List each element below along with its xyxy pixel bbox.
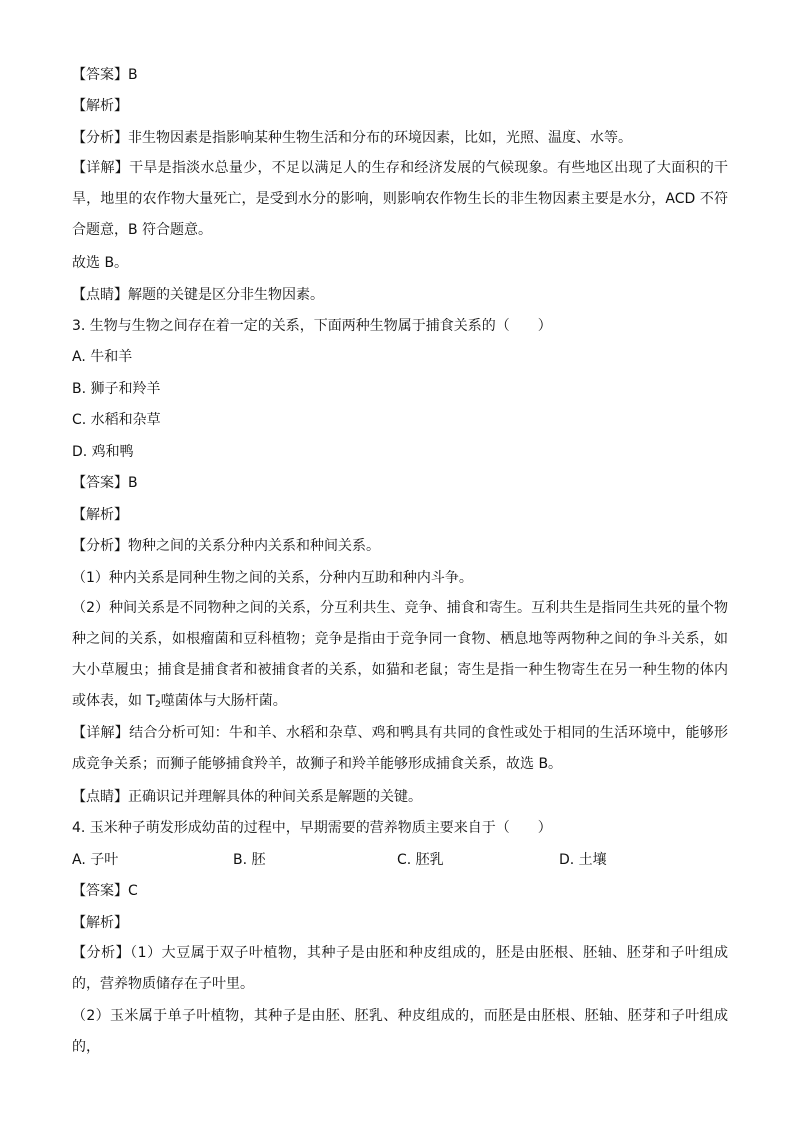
q4-option-a: A. 子叶 <box>72 852 119 868</box>
q3-analysis-fenxi: 【分析】物种之间的关系分种内关系和种间关系。 <box>72 538 380 554</box>
q3-point-2-text: （2）种间关系是不同物种之间的关系，分互利共生、竞争、捕食和寄生。互利共生是指同生共死的量个物种之间的关系，如根瘤菌和豆科植物；竞争是指由于竞争同一食物、栖息地等两物种之间的争斗关系，如大小草履虫；捕食是捕食者和被捕食者的关系，如猫和老鼠；寄生是指一种生物寄生在另一种生物的体内或体表，如 T <box>72 600 728 709</box>
q4-option-b: B. 胚 <box>233 852 266 868</box>
q3-point-2-subscript: 2 <box>155 700 161 710</box>
q2-conclusion: 故选 B。 <box>72 255 129 271</box>
q3-option-d: D. 鸡和鸭 <box>72 444 134 460</box>
q3-detailed-explanation: 【详解】结合分析可知：牛和羊、水稻和杂草、鸡和鸭具有共同的食性或处于相同的生活环境中，能够形成竞争关系；而狮子能够捕食羚羊，故狮子和羚羊能够形成捕食关系，故选 B。 <box>72 725 728 772</box>
q4-stem: 4. 玉米种子萌发形成幼苗的过程中，早期需要的营养物质主要来自于（ ） <box>72 820 552 836</box>
q3-point-2 <box>72 593 728 721</box>
q2-answer: 【答案】B <box>72 67 138 83</box>
q2-analysis-fenxi: 【分析】非生物因素是指影响某种生物生活和分布的环境因素，比如，光照、温度、水等。 <box>72 130 632 146</box>
q4-analysis-fenxi-2: （2）玉米属于单子叶植物，其种子是由胚、胚乳、种皮组成的，而胚是由胚根、胚轴、胚芽和子叶组成的， <box>72 1008 728 1055</box>
q3-answer: 【答案】B <box>72 475 138 491</box>
q3-analysis-heading: 【解析】 <box>72 507 128 523</box>
q4-answer: 【答案】C <box>72 883 138 899</box>
q3-option-b: B. 狮子和羚羊 <box>72 381 161 397</box>
q4-option-d: D. 土壤 <box>559 852 607 868</box>
q3-stem: 3. 生物与生物之间存在着一定的关系，下面两种生物属于捕食关系的（ ） <box>72 318 552 334</box>
q4-analysis-fenxi-1: 【分析】（1）大豆属于双子叶植物，其种子是由胚和种皮组成的，胚是由胚根、胚轴、胚芽和子叶组成的，营养物质储存在子叶里。 <box>72 945 728 992</box>
q3-option-c: C. 水稻和杂草 <box>72 412 161 428</box>
q2-detailed-explanation: 【详解】干旱是指淡水总量少，不足以满足人的生存和经济发展的气候现象。有些地区出现了大面积的干旱，地里的农作物大量死亡，是受到水分的影响，则影响农作物生长的非生物因素主要是水分，ACD 不符合题意，B 符合题意。 <box>72 160 728 238</box>
q2-analysis-heading: 【解析】 <box>72 98 128 114</box>
q2-key-point: 【点睛】解题的关键是区分非生物因素。 <box>72 287 324 303</box>
q3-option-a: A. 牛和羊 <box>72 349 133 365</box>
q3-point-2-text-end: 噬菌体与大肠杆菌。 <box>160 693 287 709</box>
q3-point-1: （1）种内关系是同种生物之间的关系，分种内互助和种内斗争。 <box>72 570 473 586</box>
q3-key-point: 【点睛】正确识记并理解具体的种间关系是解题的关键。 <box>72 789 422 805</box>
q4-analysis-heading: 【解析】 <box>72 915 128 931</box>
q4-option-c: C. 胚乳 <box>397 852 444 868</box>
